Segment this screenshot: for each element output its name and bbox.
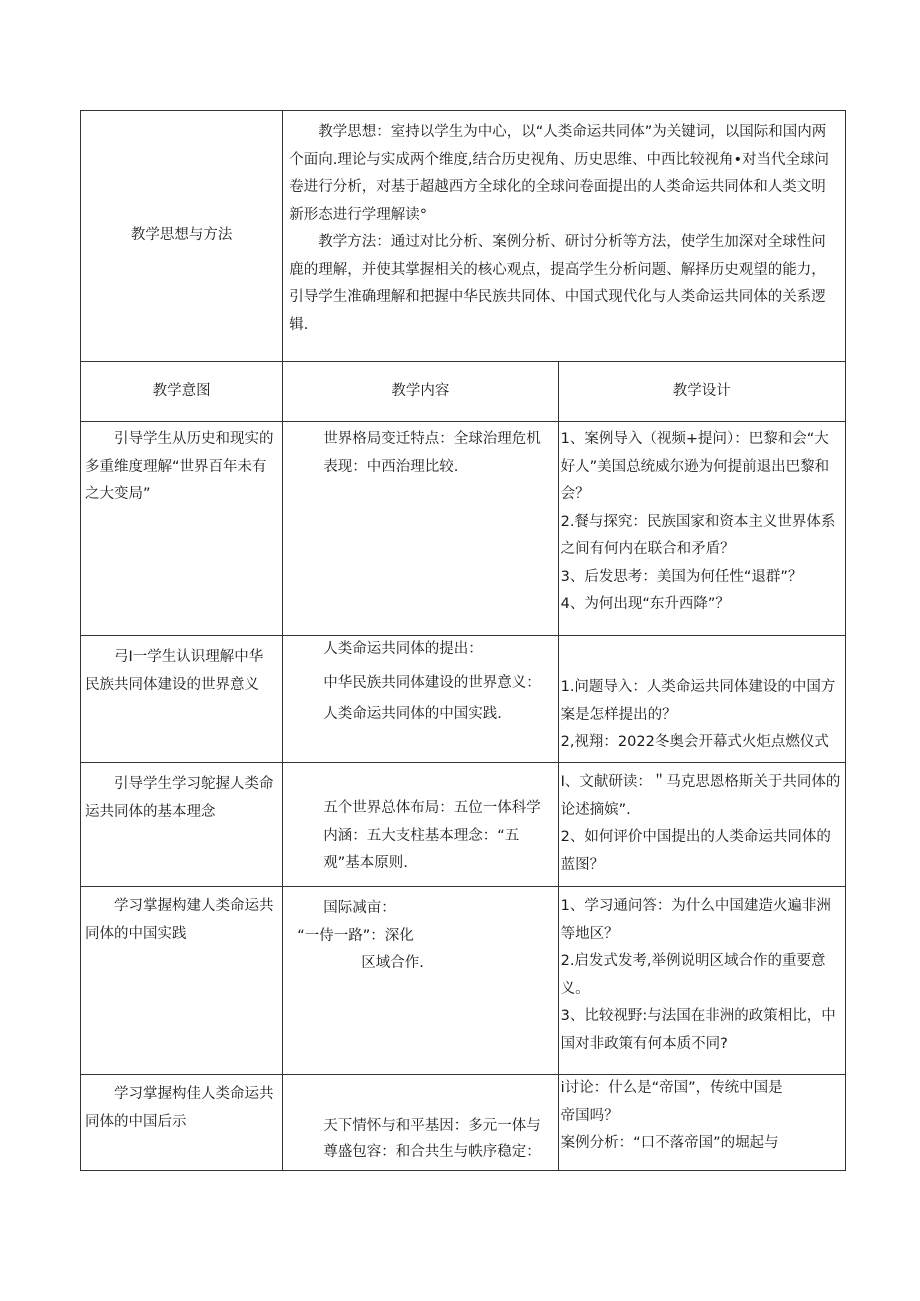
intent-text: 学习掌握构建人类命运共同体的中国实践	[85, 898, 274, 942]
content-text: 世界格局变迁特点：全球治理危机表现：中西治理比较.	[323, 431, 541, 475]
content-cell	[283, 636, 558, 763]
content-line: 国际减亩：	[323, 900, 396, 916]
design-cell	[558, 636, 845, 763]
intent-text: 引导学生从历史和现实的多重维度理解“世界百年未有之大变局”	[85, 431, 274, 502]
design-item: 3、后发思考：美国为何任性“退群”？	[560, 568, 803, 585]
content-cell	[283, 422, 558, 636]
design-item: 帝国吗？	[560, 1107, 619, 1124]
design-item: 4、为何出现“东升西降”？	[560, 596, 730, 612]
content-line: “一侍一路”：深化	[297, 927, 414, 944]
table-row	[81, 1075, 846, 1171]
design-cell	[558, 887, 845, 1075]
content-line: 中华民族共同体建设的世界意义：	[323, 674, 541, 691]
design-cell	[558, 422, 845, 636]
design-cell	[558, 763, 845, 887]
teaching-method: 教学方法：通过对比分析、案例分析、研讨分析等方法，使学生加深对全球性问鹿的理解，并使其掌握相关的核心观点，提高学生分析问题、解择历史观望的能力，引导学生准确理解和把握中华民族共同体、中国式现代化与人类命运共同体的关系逻辑.	[289, 234, 826, 333]
content-cell	[283, 1075, 558, 1171]
content-cell	[283, 763, 558, 887]
design-item: 案例分析：“口不落帝国”的堀起与	[560, 1135, 779, 1151]
table-row	[81, 422, 846, 636]
method-cell	[283, 111, 846, 362]
design-item: 1、案例导入（视频+提问）：巴黎和会“大好人”美国总统威尔逊为何提前退出巴黎和会？	[560, 431, 830, 502]
design-item: 3、比较视野:与法国在非洲的政策相比，中国对非政策有何本质不同?	[560, 1008, 836, 1052]
header-design: 教学设计	[558, 362, 845, 422]
intent-cell	[81, 887, 283, 1075]
header-row	[81, 362, 846, 422]
content-line: 区域合作.	[361, 955, 424, 971]
content-text: 天下情怀与和平基因：多元一体与尊盛包容：和合共生与帙序稳定：	[323, 1118, 541, 1160]
intent-cell	[81, 763, 283, 887]
intent-text: 引导学生学习鸵握人类命运共同体的基本理念	[85, 776, 274, 820]
design-item: 2,视翔：2022冬奥会开幕式火炬点燃仪式	[560, 734, 829, 750]
intent-cell	[81, 422, 283, 636]
content-line: 人类命运共同体的提出：	[323, 641, 483, 657]
table-row	[81, 887, 846, 1075]
design-cell	[558, 1075, 845, 1171]
design-item: i讨论：什么是“帝国”，传统中国是	[560, 1080, 783, 1096]
intent-text: 学习掌握构佳人类命运共同体的中国后示	[85, 1086, 274, 1130]
header-intent: 教学意图	[81, 362, 283, 422]
table-row	[81, 636, 846, 763]
content-line: 人类命运共同体的中国实践.	[323, 706, 502, 722]
design-item: 1.问题导入：人类命运共同体建设的中国方案是怎样提出的？	[560, 679, 836, 723]
design-item: 2.启发式发考,举例说明区域合作的重要意义。	[560, 953, 826, 997]
lesson-plan-table	[80, 110, 846, 1171]
content-text: 五个世界总体布局：五位一体科学内涵：五大支柱基本理念：“五观”基本原则.	[323, 800, 541, 871]
teaching-thought: 教学思想：室持以学生为中心，以“人类命运共同体”为关键词，以国际和国内两个面向.理论与实成两个维度,结合历史视角、历史思维、中西比较视角•对当代全球问卷进行分析，对基于超越西方全球化的全球问卷面提出的人类命运共同体和人类文明新形态进行学理解读°	[289, 124, 830, 223]
content-cell	[283, 887, 558, 1075]
table-row	[81, 763, 846, 887]
intent-cell	[81, 636, 283, 763]
design-item: 2.餐与探究：民族国家和资本主义世界体系之间有何内在联合和矛盾？	[560, 513, 836, 557]
design-item: 1、学习通问答：为什么中国建造火遍非洲等地区？	[560, 898, 831, 942]
intent-cell	[81, 1075, 283, 1171]
method-label: 教学思想与方法	[81, 111, 283, 362]
header-content: 教学内容	[283, 362, 558, 422]
intent-text: 弓I一学生认识理解中华民族共同体建设的世界意义	[85, 649, 264, 693]
method-row	[81, 111, 846, 362]
design-item: I、文献研读：＂马克思恩格斯关于共同体的论述摘嫔”.	[560, 774, 841, 818]
design-item: 2、如何评价中国提出的人类命运共同体的蓝图？	[560, 829, 831, 873]
